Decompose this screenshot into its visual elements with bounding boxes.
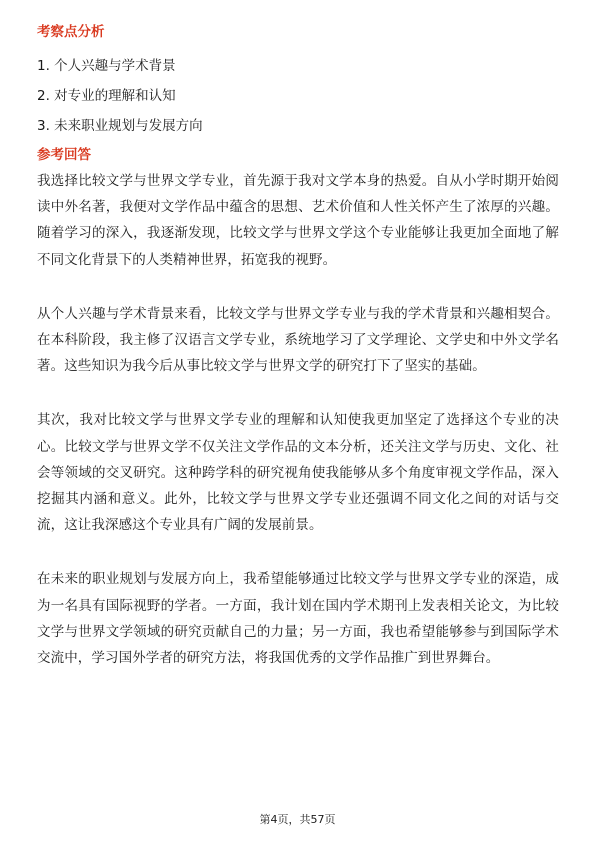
- analysis-point: 2. 对专业的理解和认知: [37, 88, 176, 104]
- analysis-point: 3. 未来职业规划与发展方向: [37, 118, 203, 134]
- answer-body: [37, 168, 559, 699]
- analysis-points-list: [37, 51, 203, 141]
- answer-heading: 参考回答: [37, 147, 91, 163]
- analysis-point: 1. 个人兴趣与学术背景: [37, 58, 176, 74]
- analysis-heading: 考察点分析: [37, 24, 105, 40]
- answer-paragraph: 我选择比较文学与世界文学专业，首先源于我对文学本身的热爱。自从小学时期开始阅读中外名著，我便对文学作品中蕴含的思想、艺术价值和人性关怀产生了浓厚的兴趣。随着学习的深入，我逐渐发现，比较文学与世界文学这个专业能够让我更加全面地了解不同文化背景下的人类精神世界，拓宽我的视野。: [37, 173, 559, 268]
- answer-paragraph: 从个人兴趣与学术背景来看，比较文学与世界文学专业与我的学术背景和兴趣相契合。在本科阶段，我主修了汉语言文学专业，系统地学习了文学理论、文学史和中外文学名著。这些知识为我今后从事比较文学与世界文学的研究打下了坚实的基础。: [37, 305, 559, 375]
- page-number: 第4页，共57页: [259, 813, 336, 826]
- answer-paragraph: 其次，我对比较文学与世界文学专业的理解和认知使我更加坚定了选择这个专业的决心。比较文学与世界文学不仅关注文学作品的文本分析，还关注文学与历史、文化、社会等领域的交叉研究。这种跨学科的研究视角使我能够从多个角度审视文学作品，深入挖掘其内涵和意义。此外，比较文学与世界文学专业还强调不同文化之间的对话与交流，这让我深感这个专业具有广阔的发展前景。: [37, 412, 559, 534]
- answer-paragraph: 在未来的职业规划与发展方向上，我希望能够通过比较文学与世界文学专业的深造，成为一名具有国际视野的学者。一方面，我计划在国内学术期刊上发表相关论文，为比较文学与世界文学领域的研究贡献自己的力量；另一方面，我也希望能够参与到国际学术交流中，学习国外学者的研究方法，将我国优秀的文学作品推广到世界舞台。: [37, 571, 559, 667]
